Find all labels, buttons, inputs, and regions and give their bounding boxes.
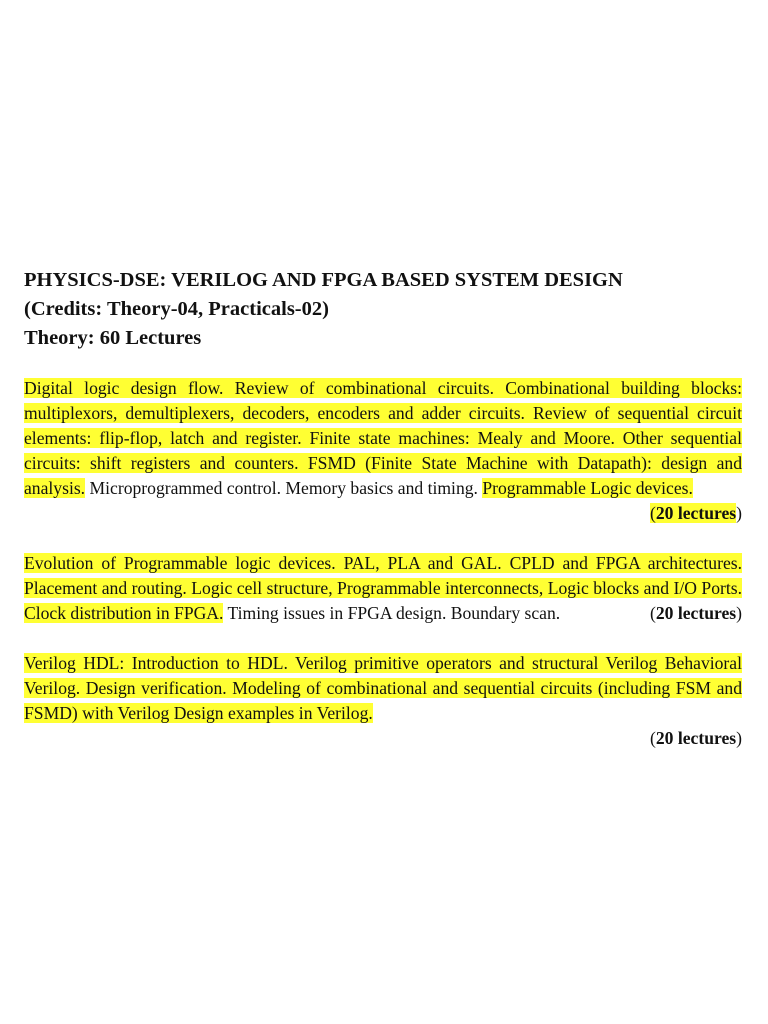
unit-2-highlighted-text: Evolution of Programmable logic devices. PAL, PLA and GAL. CPLD and FPGA architectures. Placement and routing. Logic cell structure, Programmable interconnects, Logic blocks and I/O Ports. Clock distribution in FPGA.	[24, 553, 742, 623]
course-credits: (Credits: Theory-04, Practicals-02)	[24, 298, 329, 320]
course-title: PHYSICS-DSE: VERILOG AND FPGA BASED SYSTEM DESIGN	[24, 269, 623, 291]
unit-1-plain-text: Microprogrammed control. Memory basics and timing.	[85, 478, 483, 498]
course-theory-lectures: Theory: 60 Lectures	[24, 327, 202, 349]
unit-2-plain-text: Timing issues in FPGA design. Boundary scan.	[223, 603, 561, 623]
unit-1-lectures: (20 lectures)	[649, 503, 742, 523]
unit-3-paragraph	[24, 651, 742, 726]
document-page	[24, 266, 742, 751]
unit-2-lectures: (20 lectures)	[649, 603, 742, 623]
unit-3-highlighted-text: Verilog HDL: Introduction to HDL. Verilog primitive operators and structural Verilog Behavioral Verilog. Design verification. Modeling of combinational and sequential circuits (including FSM and FSMD) with Verilog Design examples in Verilog.	[24, 653, 742, 723]
unit-2-paragraph	[24, 551, 742, 626]
unit-1-paragraph	[24, 376, 742, 523]
unit-1-highlighted-text-2: Programmable Logic devices.	[482, 478, 693, 498]
unit-3-lectures: (20 lectures)	[649, 728, 742, 748]
unit-1-highlighted-text: Digital logic design flow. Review of combinational circuits. Combinational building blocks: multiplexors, demultiplexers, decoders, encoders and adder circuits. Review of sequential circuit elements: flip-flop, latch and register. Finite state machines: Mealy and Moore. Other sequential circuits: shift registers and counters. FSMD (Finite State Machine with Datapath): design and analysis.	[24, 378, 742, 498]
